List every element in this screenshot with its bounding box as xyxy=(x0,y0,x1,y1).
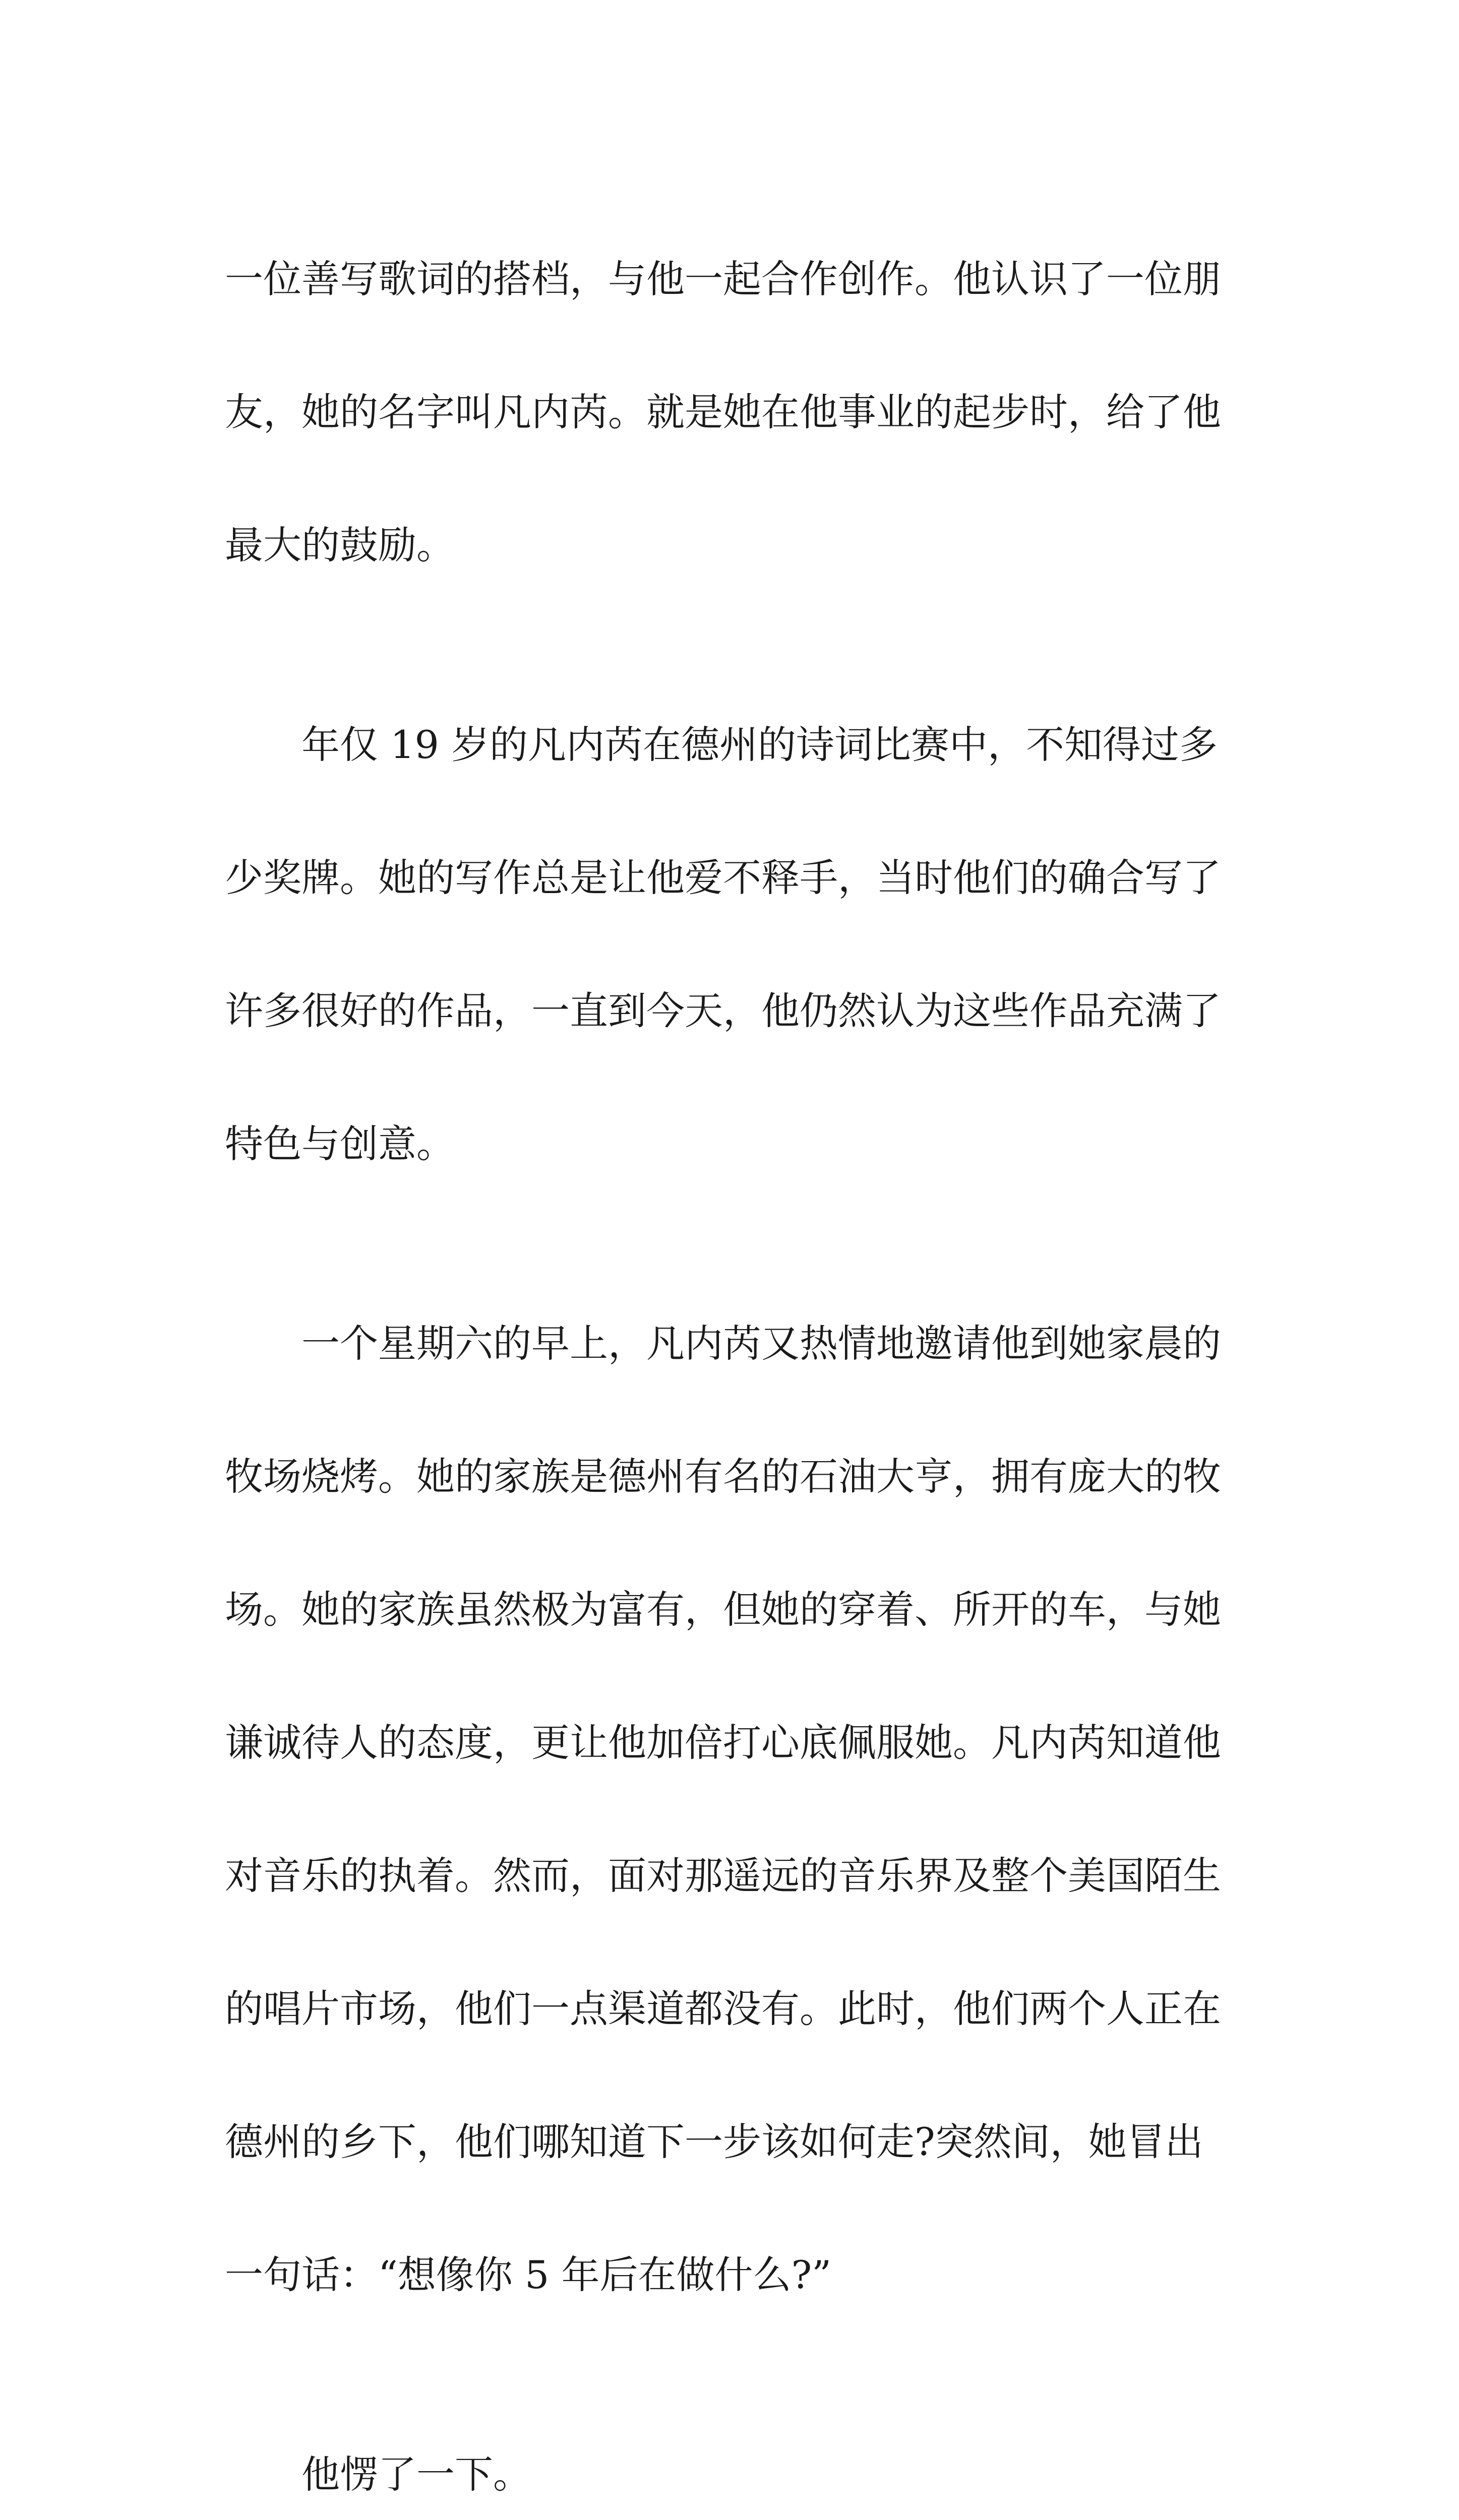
text-line: 他愣了一下。 xyxy=(225,2452,531,2497)
text-line: 对音乐的执着。然而，面对那遥远的音乐界及整个美国陌生 xyxy=(225,1853,1221,1898)
paragraph-2 xyxy=(225,645,1236,1244)
text-line: 最大的鼓励。 xyxy=(225,523,455,568)
paragraph-4 xyxy=(225,2375,1236,2520)
text-line: 年仅 19 岁的凡内芮在德州的诗词比赛中，不知得过多 xyxy=(225,722,1218,767)
text-line: 特色与创意。 xyxy=(225,1121,455,1166)
text-line: 的唱片市场，他们一点渠道都没有。此时，他们两个人正在 xyxy=(225,1986,1221,2031)
text-line: 谦诚待人的态度，更让他加倍打心底佩服她。凡内芮知道他 xyxy=(225,1720,1221,1765)
text-line: 一位善写歌词的搭档，与他一起合作创作。他认识了一位朋 xyxy=(225,257,1221,301)
paragraph-3 xyxy=(225,1244,1236,2375)
document-body xyxy=(225,179,1236,2520)
text-line: 牧场烧烤。她的家族是德州有名的石油大亨，拥有庞大的牧 xyxy=(225,1454,1221,1499)
text-line: 少奖牌。她的写作总是让他爱不释手，当时他们的确合写了 xyxy=(225,855,1221,900)
text-line: 德州的乡下，他们哪知道下一步该如何走?突然间，她冒出 xyxy=(225,2119,1203,2164)
text-line: 友，她的名字叫凡内芮。就是她在他事业的起步时，给了他 xyxy=(225,390,1221,434)
text-line: 一个星期六的早上，凡内芮又热情地邀请他到她家晨的 xyxy=(225,1321,1221,1366)
text-line: 场。她的家族虽然极为富有，但她的穿着、所开的车，与她 xyxy=(225,1587,1221,1632)
paragraph-1 xyxy=(225,179,1236,645)
text-line: 许多很好的作品，一直到今天，他仍然认为这些作品充满了 xyxy=(225,988,1221,1033)
text-line: 一句话：“想像你 5 年后在做什么?” xyxy=(225,2252,832,2297)
